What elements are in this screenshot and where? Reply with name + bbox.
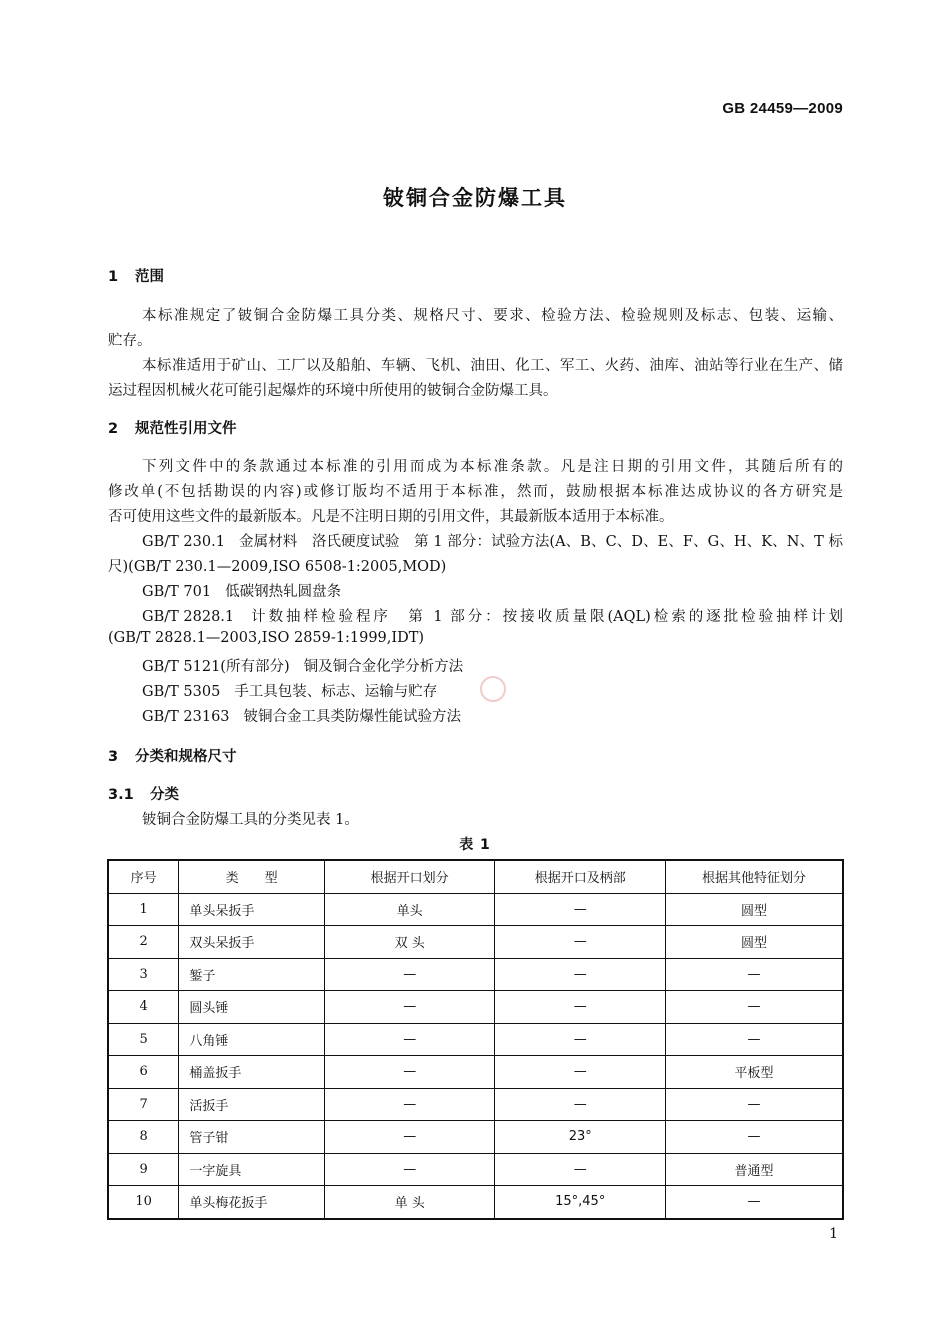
section-title: 范围 <box>135 269 164 285</box>
table-header-row <box>108 860 843 893</box>
section-number: 3.1 <box>108 787 134 803</box>
page-title: 铍铜合金防爆工具 <box>383 186 567 210</box>
cell-opening-handle: 15°,45° <box>495 1186 666 1219</box>
section-1-heading <box>108 265 164 286</box>
reference-code: GB/T 230.1 <box>142 534 225 550</box>
reference-title: 铜及铜合金化学分析方法 <box>303 659 464 675</box>
reference-code: GB/T 5305 <box>142 684 221 700</box>
cell-index: 4 <box>108 991 179 1024</box>
paragraph-line: 修改单(不包括勘误的内容)或修订版均不适用于本标准，然而，鼓励根据本标准达成协议的各方研究是 <box>108 484 843 500</box>
reference-title: 金属材料 洛氏硬度试验 第 1 部分：试验方法(A、B、C、D、E、F、G、H、K、N、T 标 <box>238 534 843 550</box>
cell-other: 平板型 <box>666 1056 843 1089</box>
section-title: 规范性引用文件 <box>135 421 237 437</box>
cell-opening: — <box>324 1088 494 1121</box>
table-caption: 表 1 <box>459 837 491 853</box>
cell-opening-handle: — <box>495 893 666 926</box>
column-header: 根据开口及柄部 <box>495 860 666 893</box>
section-number: 2 <box>108 421 119 437</box>
reference-continuation: (GB/T 2828.1—2003,ISO 2859-1:1999,IDT) <box>108 630 425 646</box>
cell-other: 普通型 <box>666 1153 843 1186</box>
cell-opening-handle: — <box>495 926 666 959</box>
reference-entry <box>142 530 843 551</box>
reference-entry <box>142 705 843 726</box>
section-title: 分类 <box>150 787 179 803</box>
table-row <box>108 958 843 991</box>
section-number: 1 <box>108 269 119 285</box>
cell-index: 8 <box>108 1121 179 1154</box>
paragraph-line: 运过程因机械火花可能引起爆炸的环境中所使用的铍铜合金防爆工具。 <box>108 383 558 399</box>
cell-opening-handle: — <box>495 958 666 991</box>
cell-opening: 单头 <box>324 893 494 926</box>
section-3-1-heading <box>108 783 179 804</box>
cell-index: 10 <box>108 1186 179 1219</box>
cell-index: 1 <box>108 893 179 926</box>
column-header: 根据开口划分 <box>324 860 494 893</box>
cell-opening-handle: — <box>495 991 666 1024</box>
reference-title: 铍铜合金工具类防爆性能试验方法 <box>243 709 462 725</box>
section-title: 分类和规格尺寸 <box>135 749 237 765</box>
column-header: 根据其他特征划分 <box>666 860 843 893</box>
cell-other: — <box>666 1186 843 1219</box>
reference-entry <box>142 655 843 676</box>
table-row <box>108 1121 843 1154</box>
table-row <box>108 893 843 926</box>
table-row <box>108 1153 843 1186</box>
section-3-heading <box>108 745 237 766</box>
reference-continuation: 尺)(GB/T 230.1—2009,ISO 6508-1:2005,MOD) <box>108 559 447 575</box>
paragraph-line: 否可使用这些文件的最新版本。凡是不注明日期的引用文件，其最新版本适用于本标准。 <box>108 509 674 525</box>
cell-index: 9 <box>108 1153 179 1186</box>
cell-opening: — <box>324 1121 494 1154</box>
table-row <box>108 1186 843 1219</box>
cell-opening: — <box>324 958 494 991</box>
reference-code: GB/T 23163 <box>142 709 230 725</box>
table-row <box>108 991 843 1024</box>
cell-type: 双头呆扳手 <box>179 926 325 959</box>
classification-table <box>107 859 844 1220</box>
cell-type: 一字旋具 <box>179 1153 325 1186</box>
cell-type: 管子钳 <box>179 1121 325 1154</box>
cell-index: 5 <box>108 1023 179 1056</box>
table-row <box>108 1088 843 1121</box>
reference-title: 手工具包装、标志、运输与贮存 <box>234 684 438 700</box>
cell-other: — <box>666 1088 843 1121</box>
reference-code: GB/T 701 <box>142 584 212 600</box>
cell-opening: 双 头 <box>324 926 494 959</box>
cell-opening: — <box>324 1023 494 1056</box>
cell-type: 錾子 <box>179 958 325 991</box>
cell-opening: — <box>324 991 494 1024</box>
cell-opening-handle: — <box>495 1056 666 1089</box>
paragraph-line: 贮存。 <box>108 333 152 349</box>
cell-index: 6 <box>108 1056 179 1089</box>
cell-opening: — <box>324 1056 494 1089</box>
cell-type: 八角锤 <box>179 1023 325 1056</box>
paragraph-line: 本标准适用于矿山、工厂以及船舶、车辆、飞机、油田、化工、军工、火药、油库、油站等行业在生产、储 <box>142 358 843 374</box>
reference-entry <box>142 580 843 601</box>
column-header: 序号 <box>108 860 179 893</box>
watermark-stamp <box>480 676 506 702</box>
cell-opening-handle: — <box>495 1153 666 1186</box>
cell-type: 活扳手 <box>179 1088 325 1121</box>
cell-other: 圆型 <box>666 926 843 959</box>
cell-other: 圆型 <box>666 893 843 926</box>
paragraph-line: 本标准规定了铍铜合金防爆工具分类、规格尺寸、要求、检验方法、检验规则及标志、包装、运输、 <box>142 308 843 324</box>
cell-other: — <box>666 1121 843 1154</box>
cell-opening-handle: — <box>495 1023 666 1056</box>
cell-opening-handle: — <box>495 1088 666 1121</box>
cell-other: — <box>666 991 843 1024</box>
cell-type: 单头梅花扳手 <box>179 1186 325 1219</box>
cell-other: — <box>666 958 843 991</box>
reference-code: GB/T 2828.1 <box>142 609 235 625</box>
cell-type: 圆头锤 <box>179 991 325 1024</box>
table-row <box>108 1056 843 1089</box>
cell-opening-handle: 23° <box>495 1121 666 1154</box>
reference-code: GB/T 5121(所有部分) <box>142 659 290 675</box>
reference-entry <box>142 605 843 626</box>
section-2-heading <box>108 417 237 438</box>
paragraph-line: 下列文件中的条款通过本标准的引用而成为本标准条款。凡是注日期的引用文件，其随后所有的 <box>142 459 843 475</box>
reference-title: 低碳钢热轧圆盘条 <box>225 584 342 600</box>
section-number: 3 <box>108 749 119 765</box>
cell-type: 单头呆扳手 <box>179 893 325 926</box>
cell-opening: 单 头 <box>324 1186 494 1219</box>
cell-index: 2 <box>108 926 179 959</box>
table-row <box>108 1023 843 1056</box>
cell-index: 3 <box>108 958 179 991</box>
page-number: 1 <box>829 1226 838 1242</box>
table-row <box>108 926 843 959</box>
cell-other: — <box>666 1023 843 1056</box>
column-header: 类 型 <box>179 860 325 893</box>
doc-code: GB 24459—2009 <box>722 100 843 117</box>
cell-opening: — <box>324 1153 494 1186</box>
cell-index: 7 <box>108 1088 179 1121</box>
cell-type: 桶盖扳手 <box>179 1056 325 1089</box>
reference-title: 计数抽样检验程序 第 1 部分：按接收质量限(AQL)检索的逐批检验抽样计划 <box>248 609 843 625</box>
paragraph-line: 铍铜合金防爆工具的分类见表 1。 <box>142 812 359 828</box>
